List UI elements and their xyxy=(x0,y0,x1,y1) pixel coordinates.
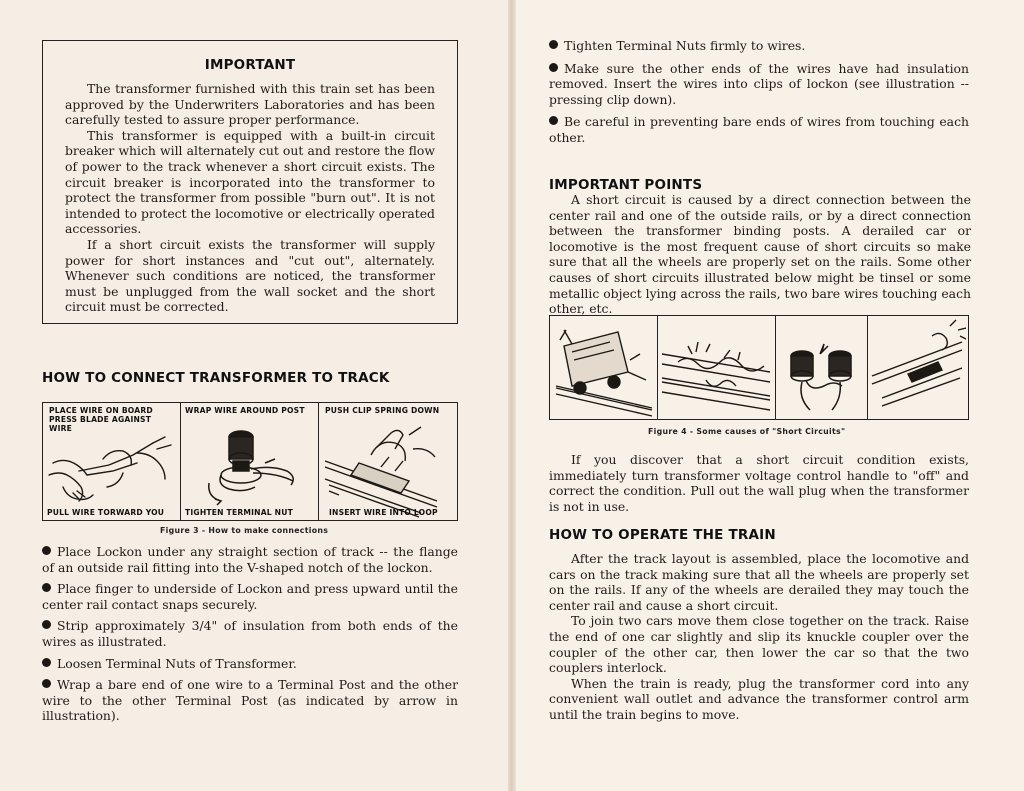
important-paragraph: If a short circuit exists the transformer will supply power for short instances and "cut out", alternately. Whenever such conditions are noticed, the transformer must be unplugged from the wall socket and the short circuit must be corrected. xyxy=(65,236,435,315)
figure4-panel-tinsel xyxy=(658,316,776,419)
list-item xyxy=(549,61,969,108)
touching-wires-icon xyxy=(776,316,866,419)
operate-paragraph: To join two cars move them close together on the track. Raise the end of one car slightly and slip its knuckle coupler over the coupler of the other car, then lower the car so that the two couplers interlock. xyxy=(549,613,969,676)
connect-steps-list xyxy=(42,544,458,730)
step-text: Tighten Terminal Nuts firmly to wires. xyxy=(564,38,806,53)
figure3-panel-bottom-label: PULL WIRE TORWARD YOU xyxy=(47,507,165,517)
bullet-icon xyxy=(42,679,51,688)
figure3-panel-top-label: PUSH CLIP SPRING DOWN xyxy=(325,406,440,415)
figure3-panel-top-label: PLACE WIRE ON BOARD PRESS BLADE AGAINST WIRE xyxy=(49,406,153,434)
important-title: IMPORTANT xyxy=(204,57,296,73)
terminal-post-with-wire-icon xyxy=(181,403,317,520)
step-text: Be careful in preventing bare ends of wires from touching each other. xyxy=(549,114,969,145)
bullet-icon xyxy=(549,40,558,49)
important-notice-box xyxy=(42,40,458,324)
step-text: Place Lockon under any straight section of track -- the flange of an outside rail fitting into the V-shaped notch of the lockon. xyxy=(42,544,458,575)
list-item xyxy=(549,38,969,54)
figure3-panel-strip-wire xyxy=(43,403,181,520)
derailed-car-icon xyxy=(550,316,656,419)
important-paragraph: This transformer is equipped with a built-in circuit breaker which will alternately cut out and restore the flow of power to the track whenever a short circuit exists. The circuit breaker is incorporated into the transformer to protect the transformer from possible "burn out". It is not intended to protect the locomotive or electrically operated accessories. xyxy=(65,127,435,237)
figure4-caption: Figure 4 - Some causes of "Short Circuits" xyxy=(648,427,846,436)
bullet-icon xyxy=(549,116,558,125)
important-paragraph: The transformer furnished with this train set has been approved by the Underwriters Laboratories and has been carefully tested to assure proper performance. xyxy=(65,81,435,128)
figure3-panel-push-clip xyxy=(319,403,456,520)
step-text: Place finger to underside of Lockon and press upward until the center rail contact snaps securely. xyxy=(42,581,458,612)
operate-section-title: HOW TO OPERATE THE TRAIN xyxy=(549,527,776,543)
figure-3 xyxy=(42,402,458,521)
figure4-panel-derailed-car xyxy=(550,316,658,419)
list-item xyxy=(42,618,458,649)
operate-section-body xyxy=(549,551,969,723)
step-text: Make sure the other ends of the wires have had insulation removed. Insert the wires into clips of lockon (see illustration -- pressing clip down). xyxy=(549,60,969,107)
bullet-icon xyxy=(42,620,51,629)
figure4-panel-touching-wires xyxy=(776,316,868,419)
important-points-paragraph: A short circuit is caused by a direct connection between the center rail and one of the outside rails, or by a direct connection between the transformer binding posts. A derailed car or locomotive is the most frequent cause of short circuits so make sure that all the wheels are properly set on the rails. Some other causes of short circuits illustrated below might be tinsel or some metallic object lying across the rails, two bare wires touching each other, etc. xyxy=(549,192,971,317)
step-text: Loosen Terminal Nuts of Transformer. xyxy=(57,655,297,671)
figure3-panel-bottom-label: TIGHTEN TERMINAL NUT xyxy=(185,507,293,517)
operate-paragraph: After the track layout is assembled, place the locomotive and cars on the track making sure that all the wheels are properly set on the rails. If any of the wheels are derailed they may touch the center rail and cause a short circuit. xyxy=(549,551,969,613)
list-item xyxy=(42,544,458,575)
tinsel-across-rails-icon xyxy=(658,316,774,419)
figure3-panel-bottom-label: INSERT WIRE INTO LOOP xyxy=(329,507,438,517)
list-item xyxy=(549,114,969,145)
step-text: Wrap a bare end of one wire to a Terminal Post and the other wire to the other Terminal Post (as indicated by arrow in illustration). xyxy=(42,677,458,724)
important-points-title: IMPORTANT POINTS xyxy=(549,177,703,193)
figure-4 xyxy=(549,315,969,420)
hands-stripping-wire-icon xyxy=(43,403,179,520)
discover-paragraph: If you discover that a short circuit condition exists, immediately turn transformer voltage control handle to "off" and correct the condition. Pull out the wall plug when the transformer is not in use. xyxy=(549,452,969,514)
continued-steps-list xyxy=(549,38,969,153)
figure4-panel-metal-object xyxy=(868,316,968,419)
list-item xyxy=(42,677,458,724)
bullet-icon xyxy=(42,658,51,667)
bullet-icon xyxy=(42,546,51,555)
figure3-panel-wrap-post xyxy=(181,403,319,520)
important-points-body xyxy=(549,192,971,317)
figure3-panel-top-label: WRAP WIRE AROUND POST xyxy=(185,406,305,415)
lockon-clip-on-track-icon xyxy=(319,403,455,520)
step-text: Strip approximately 3/4" of insulation from both ends of the wires as illustrated. xyxy=(42,618,458,649)
figure3-caption: Figure 3 - How to make connections xyxy=(160,526,329,535)
list-item xyxy=(42,581,458,612)
operate-paragraph: When the train is ready, plug the transformer cord into any convenient wall outlet and advance the transformer control arm until the train begins to move. xyxy=(549,675,969,722)
metal-object-on-rails-icon xyxy=(868,316,966,419)
list-item xyxy=(42,656,458,672)
connect-section-title: HOW TO CONNECT TRANSFORMER TO TRACK xyxy=(42,370,390,386)
bullet-icon xyxy=(549,63,558,72)
page-fold xyxy=(508,0,516,791)
short-circuit-instruction xyxy=(549,452,969,514)
bullet-icon xyxy=(42,583,51,592)
